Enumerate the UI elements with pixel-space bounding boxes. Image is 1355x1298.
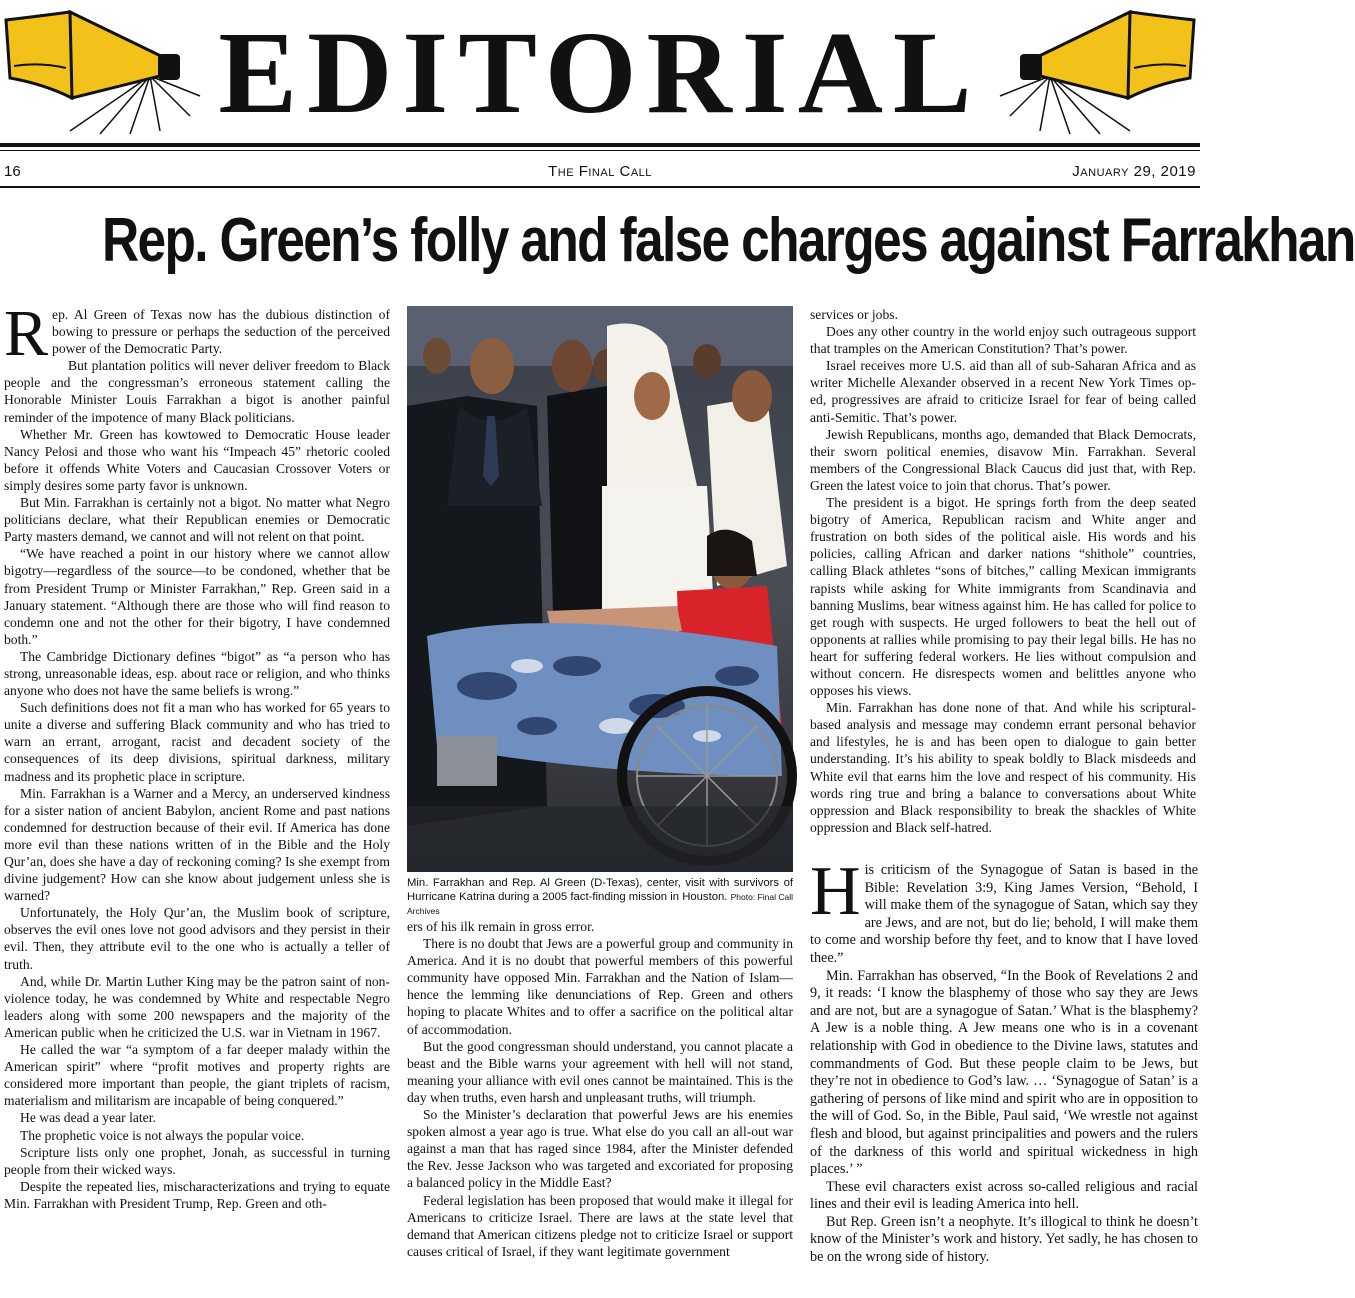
paper-name: The Final Call bbox=[548, 163, 652, 180]
issue-date: January 29, 2019 bbox=[1072, 163, 1196, 180]
article-paragraph: services or jobs. bbox=[810, 307, 898, 322]
article-paragraph: But the good congressman should understand, you cannot placate a beast and the Bible warns your agreement with hell will not stand, meaning your alliance with evil ones cannot be maintained. This is the day when truths, even harsh and unpleasant truths, will triumph. bbox=[407, 1038, 793, 1105]
article-paragraph: Min. Farrakhan has observed, “In the Book of Revelations 2 and 9, it reads: ‘I know the blasphemy of those who say they are Jews and are not, but are a synagogue of Satan.’ What is the blasphemy? A Jew is a noble thing. A Jew means one who is in a covenant relationship with God in obedience to the Divine laws, statutes and commandments of God. But these people claim to be Jews, but they’re not in obedience to God’s law. … ‘Synagogue of Satan’ is a gathering of persons of like mind and spirit who are in opposition to the will of God. So, in the Bible, Paul said, ‘We wrestle not against flesh and blood, but against principalities and powers and the rulers of the darkness of this world and spiritual wickedness in high places.’ ” bbox=[810, 967, 1198, 1178]
article-paragraph: These evil characters exist across so-called religious and racial lines and their evil is leading America into hell. bbox=[810, 1178, 1198, 1213]
folio-rule bbox=[0, 186, 1200, 188]
article-paragraph: The president is a bigot. He springs forth from the deep seated bigotry of America, Republican racism and White anger and frustration on both sides of the political aisle. His words and his policies, calling African and darker nations “shithole” countries, calling Black athletes “sons of bitches,” calling Mexican immigrants rapists while asking for White immigrants from Scandinavia and banning Muslims, bear witness against him. He has called for police to get rough with suspects. He urged followers to beat the hell out of opponents at rallies while promising to pay their legal bills. He has no heart for suffering federal workers. He lies without compulsion and without concern. He disrespects women and belittles anyone who opposes his views. bbox=[810, 495, 1196, 699]
masthead bbox=[0, 0, 1200, 150]
article-paragraph: But Min. Farrakhan is certainly not a bigot. No matter what Negro politicians declare, what their Republican enemies or Democratic Party masters demand, we cannot and will not relent on that point. bbox=[4, 495, 390, 545]
masthead-rule bbox=[0, 143, 1200, 147]
article-paragraph: He called the war “a symptom of a far deeper malady within the American spirit” where “profit motives and property rights are considered more important than people, the giant triplets of racism, materialism and militarism are incapable of being conquered.” bbox=[4, 1042, 390, 1109]
photo-credit: Photo: Final Call Archives bbox=[407, 892, 793, 916]
article-column-1 bbox=[4, 297, 390, 1212]
article-paragraph: So the Minister’s declaration that powerful Jews are his enemies spoken almost a year ago is true. What else do you call an all-out war against a man that has raged since 1984, after the Minister defended the Rev. Jesse Jackson who was targeted and excoriated for proposing a balanced policy in the Middle East? bbox=[407, 1107, 793, 1191]
article-paragraph: “We have reached a point in our history where we cannot allow bigotry—regardless of the source—to be condoned, whether that be from President Trump or Minister Farrakhan,” Rep. Green said in a January statement. “Although there are those who will find reason to condemn one and not the other for their bigotry, I have condemned both.” bbox=[4, 546, 390, 647]
folio-line bbox=[0, 163, 1200, 185]
article-column-2 bbox=[407, 918, 793, 1260]
article-paragraph: Does any other country in the world enjoy such outrageous support that tramples on the American Constitution? That’s power. bbox=[810, 324, 1196, 357]
article-paragraph: Whether Mr. Green has kowtowed to Democratic House leader Nancy Pelosi and those who want his “Impeach 45” rhetoric cooled before it offends White Voters and Caucasian Crossover Voters or simply desires some party favor is unknown. bbox=[4, 426, 390, 493]
masthead-title: EDITORIAL bbox=[218, 7, 982, 138]
photo-caption bbox=[407, 876, 793, 918]
article-paragraph: Unfortunately, the Holy Qur’an, the Muslim book of scripture, observes the evil ones love not good advisors and they persist in their evil. Then, they attribute evil to the one who is actually a teller of truth. bbox=[4, 905, 390, 972]
article-paragraph: And, while Dr. Martin Luther King may be the patron saint of non-violence today, he was condemned by White and respectable Negro leaders along with some 200 newspapers and the majority of the American public when he criticized the U.S. war in Vietnam in 1967. bbox=[4, 973, 390, 1040]
article-paragraph: Min. Farrakhan is a Warner and a Mercy, an underserved kindness for a sister nation of ancient Babylon, ancient Rome and past nations condemned for destruction because of their evil. If America has done more evil than these nations written of in the Bible and the Holy Qur’an, does she have a day of reckoning coming? Is she exempt from divine judgement? How can she know about judgement unless she is warned? bbox=[4, 785, 390, 904]
article-paragraph: Jewish Republicans, months ago, demanded that Black Democrats, their sworn political enemies, disavow Min. Farrakhan. Several members of the Congressional Black Caucus did just that, with Rep. Green the latest voice to join that chorus. That’s power. bbox=[810, 426, 1196, 493]
masthead-rule-thin bbox=[0, 150, 1200, 151]
article-paragraph: But plantation politics will never deliver freedom to Black people and the congressman’s erroneous statement calling the Honorable Minister Louis Farrakhan a bigot is another painful reminder of the impotence of many Black politicians. bbox=[4, 358, 390, 425]
article-paragraph: ers of his ilk remain in gross error. bbox=[407, 919, 595, 934]
page-number: 16 bbox=[4, 163, 21, 180]
drop-cap: R bbox=[4, 297, 49, 370]
article-column-3 bbox=[810, 306, 1196, 836]
article-paragraph: His criticism of the Synagogue of Satan is based in the Bible: Revelation 3:9, King James Version, “Behold, I will make them of the synagogue of Satan, which say they are Jews, and are not, but do lie; behold, I will make them to come and worship before thy feet, and to know that I have loved thee.” bbox=[810, 853, 1198, 966]
article-paragraph: But Rep. Green isn’t a neophyte. It’s illogical to think he doesn’t know of the Minister’s work and history. Yet sadly, he has chosen to be on the wrong side of history. bbox=[810, 1213, 1198, 1266]
headline: Rep. Green’s folly and false charges against Farrakhan bbox=[102, 206, 1355, 275]
article-paragraph: Israel receives more U.S. aid than all of sub-Saharan Africa and as writer Michelle Alexander observed in a recent New York Times op-ed, progressives are afraid to criticize Israel for fear of being called anti-Semitic. That’s power. bbox=[810, 358, 1196, 425]
news-photo bbox=[407, 306, 793, 872]
article-paragraph: Min. Farrakhan has done none of that. And while his scriptural-based analysis and message may condemn errant personal behavior and lifestyles, he is and has been open to dialogue to gain better understanding. It’s his ability to speak boldly to Black misdeeds and White evil that earns him the love and respect of his community. His words ring true and bring a balance to conversations about White oppression and Black responsibility to break the shackles of White oppression and Black self-hatred. bbox=[810, 700, 1196, 835]
article-paragraph: Federal legislation has been proposed that would make it illegal for Americans to criticize Israel. There are laws at the state level that demand that American citizens pledge not to criticize Israel or support causes critical of Israel, if they want legitimate government bbox=[407, 1192, 793, 1259]
article-paragraph: Such definitions does not fit a man who has worked for 65 years to unite a diverse and suffering Black community and who has tried to warn an errant, arrogant, racist and decadent society of the consequences of its deep divisions, spiritual darkness, military madness and its prophetic place in scripture. bbox=[4, 700, 390, 784]
article-paragraph: Rep. Al Green of Texas now has the dubious distinction of bowing to pressure or perhaps the seduction of the perceived power of the Democratic Party. bbox=[4, 297, 390, 370]
article-column-3-section bbox=[810, 853, 1198, 1267]
trumpet-right-icon bbox=[1000, 6, 1200, 136]
caption-text: Min. Farrakhan and Rep. Al Green (D-Texas), center, visit with survivors of Hurricane Katrina during a 2005 fact-finding mission in Houston. bbox=[407, 877, 793, 903]
photo-illustration bbox=[407, 306, 793, 872]
article-paragraph: There is no doubt that Jews are a powerful group and community in America. And it is no doubt that powerful members of this powerful community have opposed Min. Farrakhan and the Nation of Islam—hence the lemming like denunciations of Rep. Green and others hoping to placate Whites and to offer a sacrifice on the political altar of accommodation. bbox=[407, 936, 793, 1037]
article-paragraph: Scripture lists only one prophet, Jonah, as successful in turning people from their wicked ways. bbox=[4, 1144, 390, 1177]
article-paragraph: The Cambridge Dictionary defines “bigot” as “a person who has strong, unreasonable ideas, esp. about race or religion, and who thinks anyone who does not have the same beliefs is wrong.” bbox=[4, 648, 390, 699]
article-paragraph: He was dead a year later. bbox=[20, 1110, 156, 1126]
article-paragraph: Despite the repeated lies, mischaracterizations and trying to equate Min. Farrakhan with President Trump, Rep. Green and oth- bbox=[4, 1178, 390, 1211]
drop-cap: H bbox=[810, 853, 861, 930]
article-paragraph: The prophetic voice is not always the popular voice. bbox=[20, 1127, 305, 1143]
